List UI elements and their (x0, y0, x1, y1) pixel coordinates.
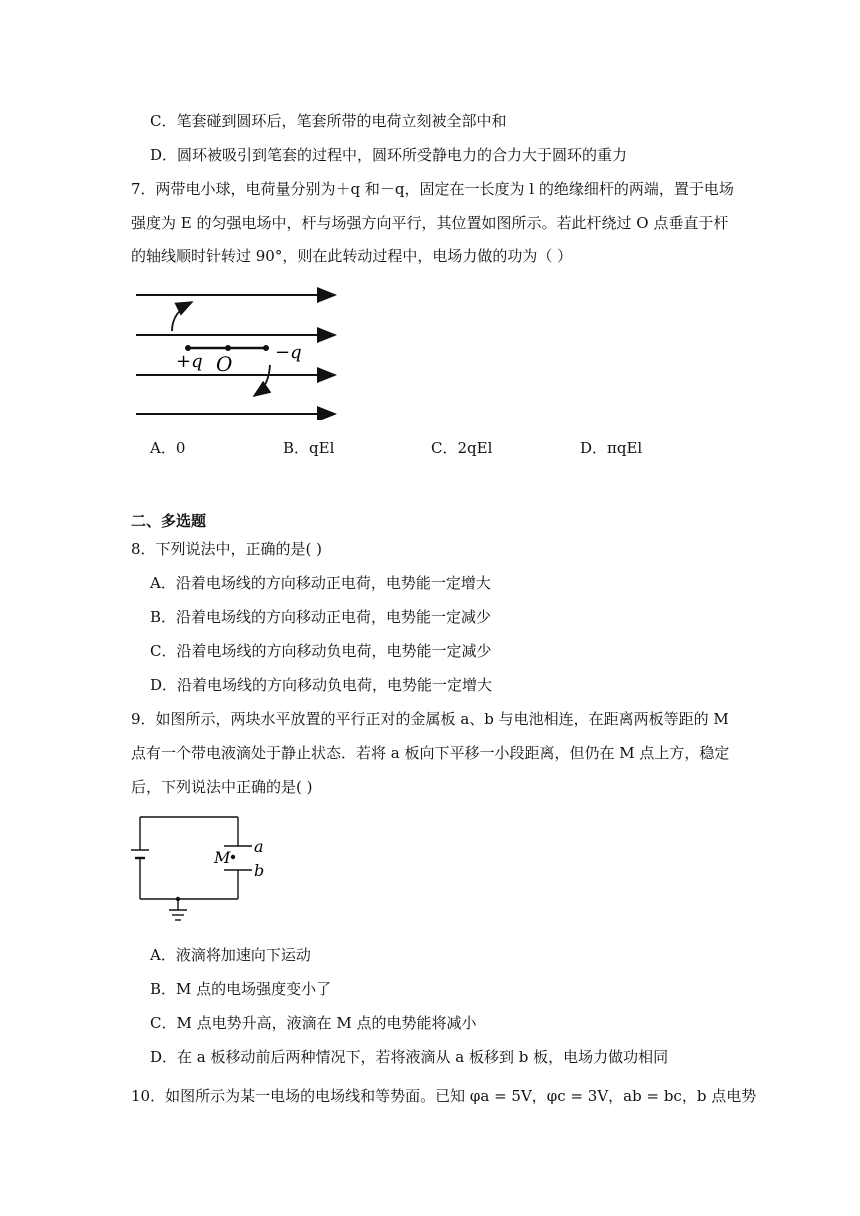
q9-option-a: A．液滴将加速向下运动 (150, 946, 311, 964)
q7-option-b: B．qEl (283, 439, 335, 457)
q8-stem: 8．下列说法中，正确的是( ) (131, 540, 323, 558)
q9-option-c: C．M 点电势升高，液滴在 M 点的电势能将减小 (150, 1014, 477, 1032)
label-minus-q: −q (275, 342, 302, 363)
label-plus-q: +q (176, 351, 203, 372)
q8-option-c: C．沿着电场线的方向移动负电荷，电势能一定减少 (150, 642, 492, 660)
q8-option-b: B．沿着电场线的方向移动正电荷，电势能一定减少 (150, 608, 492, 626)
q8-option-a: A．沿着电场线的方向移动正电荷，电势能一定增大 (150, 574, 491, 592)
center-dot (225, 345, 231, 351)
q7-stem-line3: 的轴线顺时针转过 90°，则在此转动过程中，电场力做的功为（ ） (131, 247, 573, 265)
q9-figure (128, 812, 268, 932)
option-c-prev: C．笔套碰到圆环后，笔套所带的电荷立刻被全部中和 (150, 112, 507, 130)
q7-option-c: C．2qEl (431, 439, 493, 457)
section-heading: 二、多选题 (131, 512, 207, 530)
label-a: a (254, 837, 264, 856)
q9-stem-line1: 9．如图所示，两块水平放置的平行正对的金属板 a、b 与电池相连，在距离两板等距的 M (131, 710, 729, 728)
rotation-arrow-left (172, 302, 192, 331)
label-o: O (216, 352, 233, 376)
q8-option-d: D．沿着电场线的方向移动负电荷，电势能一定增大 (150, 676, 493, 694)
option-d-prev: D．圆环被吸引到笔套的过程中，圆环所受静电力的合力大于圆环的重力 (150, 146, 628, 164)
q9-stem-line2: 点有一个带电液滴处于静止状态．若将 a 板向下平移一小段距离，但仍在 M 点上方，稳定 (131, 744, 730, 762)
q7-stem-line2: 强度为 E 的匀强电场中，杆与场强方向平行，其位置如图所示。若此杆绕过 O 点垂直于杆 (131, 214, 729, 232)
rotation-arrow-right (254, 365, 270, 396)
minus-q-dot (263, 345, 269, 351)
label-m: M (214, 848, 231, 867)
q9-stem-line3: 后，下列说法中正确的是( ) (131, 778, 313, 796)
q7-option-d: D．πqEl (580, 439, 643, 457)
q7-option-a: A．0 (150, 439, 186, 457)
q9-option-b: B．M 点的电场强度变小了 (150, 980, 332, 998)
q10-stem-line1: 10．如图所示为某一电场的电场线和等势面。已知 φa = 5V，φc = 3V，ab = bc，b 点电势 (131, 1087, 757, 1105)
q7-stem-line1: 7．两带电小球，电荷量分别为＋q 和－q，固定在一长度为 l 的绝缘细杆的两端，置于电场 (131, 180, 734, 198)
q9-option-d: D．在 a 板移动前后两种情况下，若将液滴从 a 板移到 b 板，电场力做功相同 (150, 1048, 669, 1066)
q7-figure (130, 285, 345, 420)
label-b: b (254, 861, 265, 880)
droplet-m (231, 855, 235, 859)
